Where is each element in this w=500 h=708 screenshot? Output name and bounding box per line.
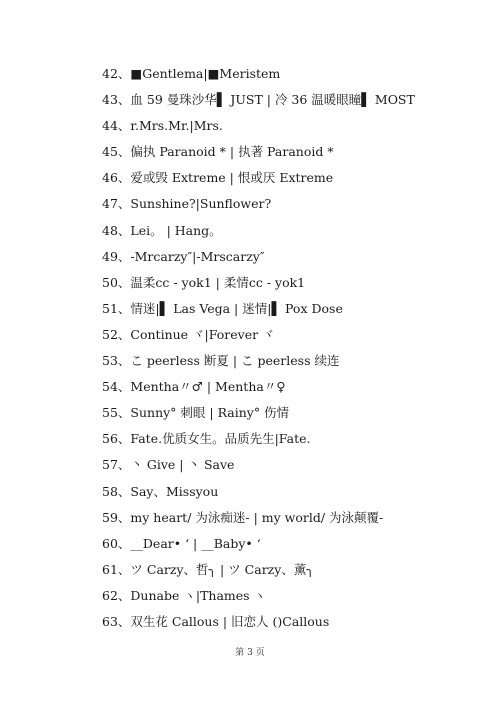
list-item: 51、情迷|▌ Las Vega | 迷情|▌ Pox Dose <box>102 300 343 316</box>
list-item: 43、血 59 曼珠沙华▌ JUST | 冷 36 温暖眼瞳▌ MOST <box>102 92 415 108</box>
list-item: 44、r.Mrs.Mr.|Mrs. <box>102 118 223 134</box>
list-item: 59、my heart/ 为泳痴迷- | my world/ 为泳颠覆- <box>102 509 384 525</box>
page-number: 第 3 页 <box>235 648 265 658</box>
list-item: 55、Sunny° 刺眼 | Rainy° 伤情 <box>102 405 290 421</box>
list-item: 57、丶 Give | 丶 Save <box>102 457 235 473</box>
list-item: 62、Dunabe ヽ|Thames ヽ <box>102 587 267 603</box>
list-item: 50、温柔cc - yok1 | 柔情cc - yok1 <box>102 274 306 290</box>
list-item: 56、Fate.优质女生。品质先生|Fate. <box>102 431 311 447</box>
list-item: 54、Mentha〃♂ | Mentha〃♀ <box>102 379 286 395</box>
list-item: 45、偏执 Paranoid * | 执著 Paranoid * <box>102 144 334 160</box>
list-item: 53、こ peerless 断夏 | こ peerless 续连 <box>102 353 340 369</box>
list-item: 52、Continue ヾ|Forever ヾ <box>102 326 275 342</box>
list-item: 60、__Dear• ‘ | __Baby• ‘ <box>102 535 261 551</box>
list-item: 63、双生花 Callous | 旧恋人 ()Callous <box>102 613 330 629</box>
list-item: 49、-Mrcarzy″|-Mrscarzy″ <box>102 248 265 264</box>
list-item: 61、ツ Carzy、哲╮ | ツ Carzy、薰╮ <box>102 561 314 577</box>
list-item: 47、Sunshine?|Sunflower? <box>102 196 272 212</box>
list-item: 42、■Gentlema|■Meristem <box>102 66 281 81</box>
list-item: 58、Say、Missyou <box>102 483 219 499</box>
list-item: 46、爱或毁 Extreme | 恨或厌 Extreme <box>102 170 334 186</box>
nickname-list <box>102 64 492 638</box>
list-item: 48、Lei。 | Hang。 <box>102 222 222 238</box>
